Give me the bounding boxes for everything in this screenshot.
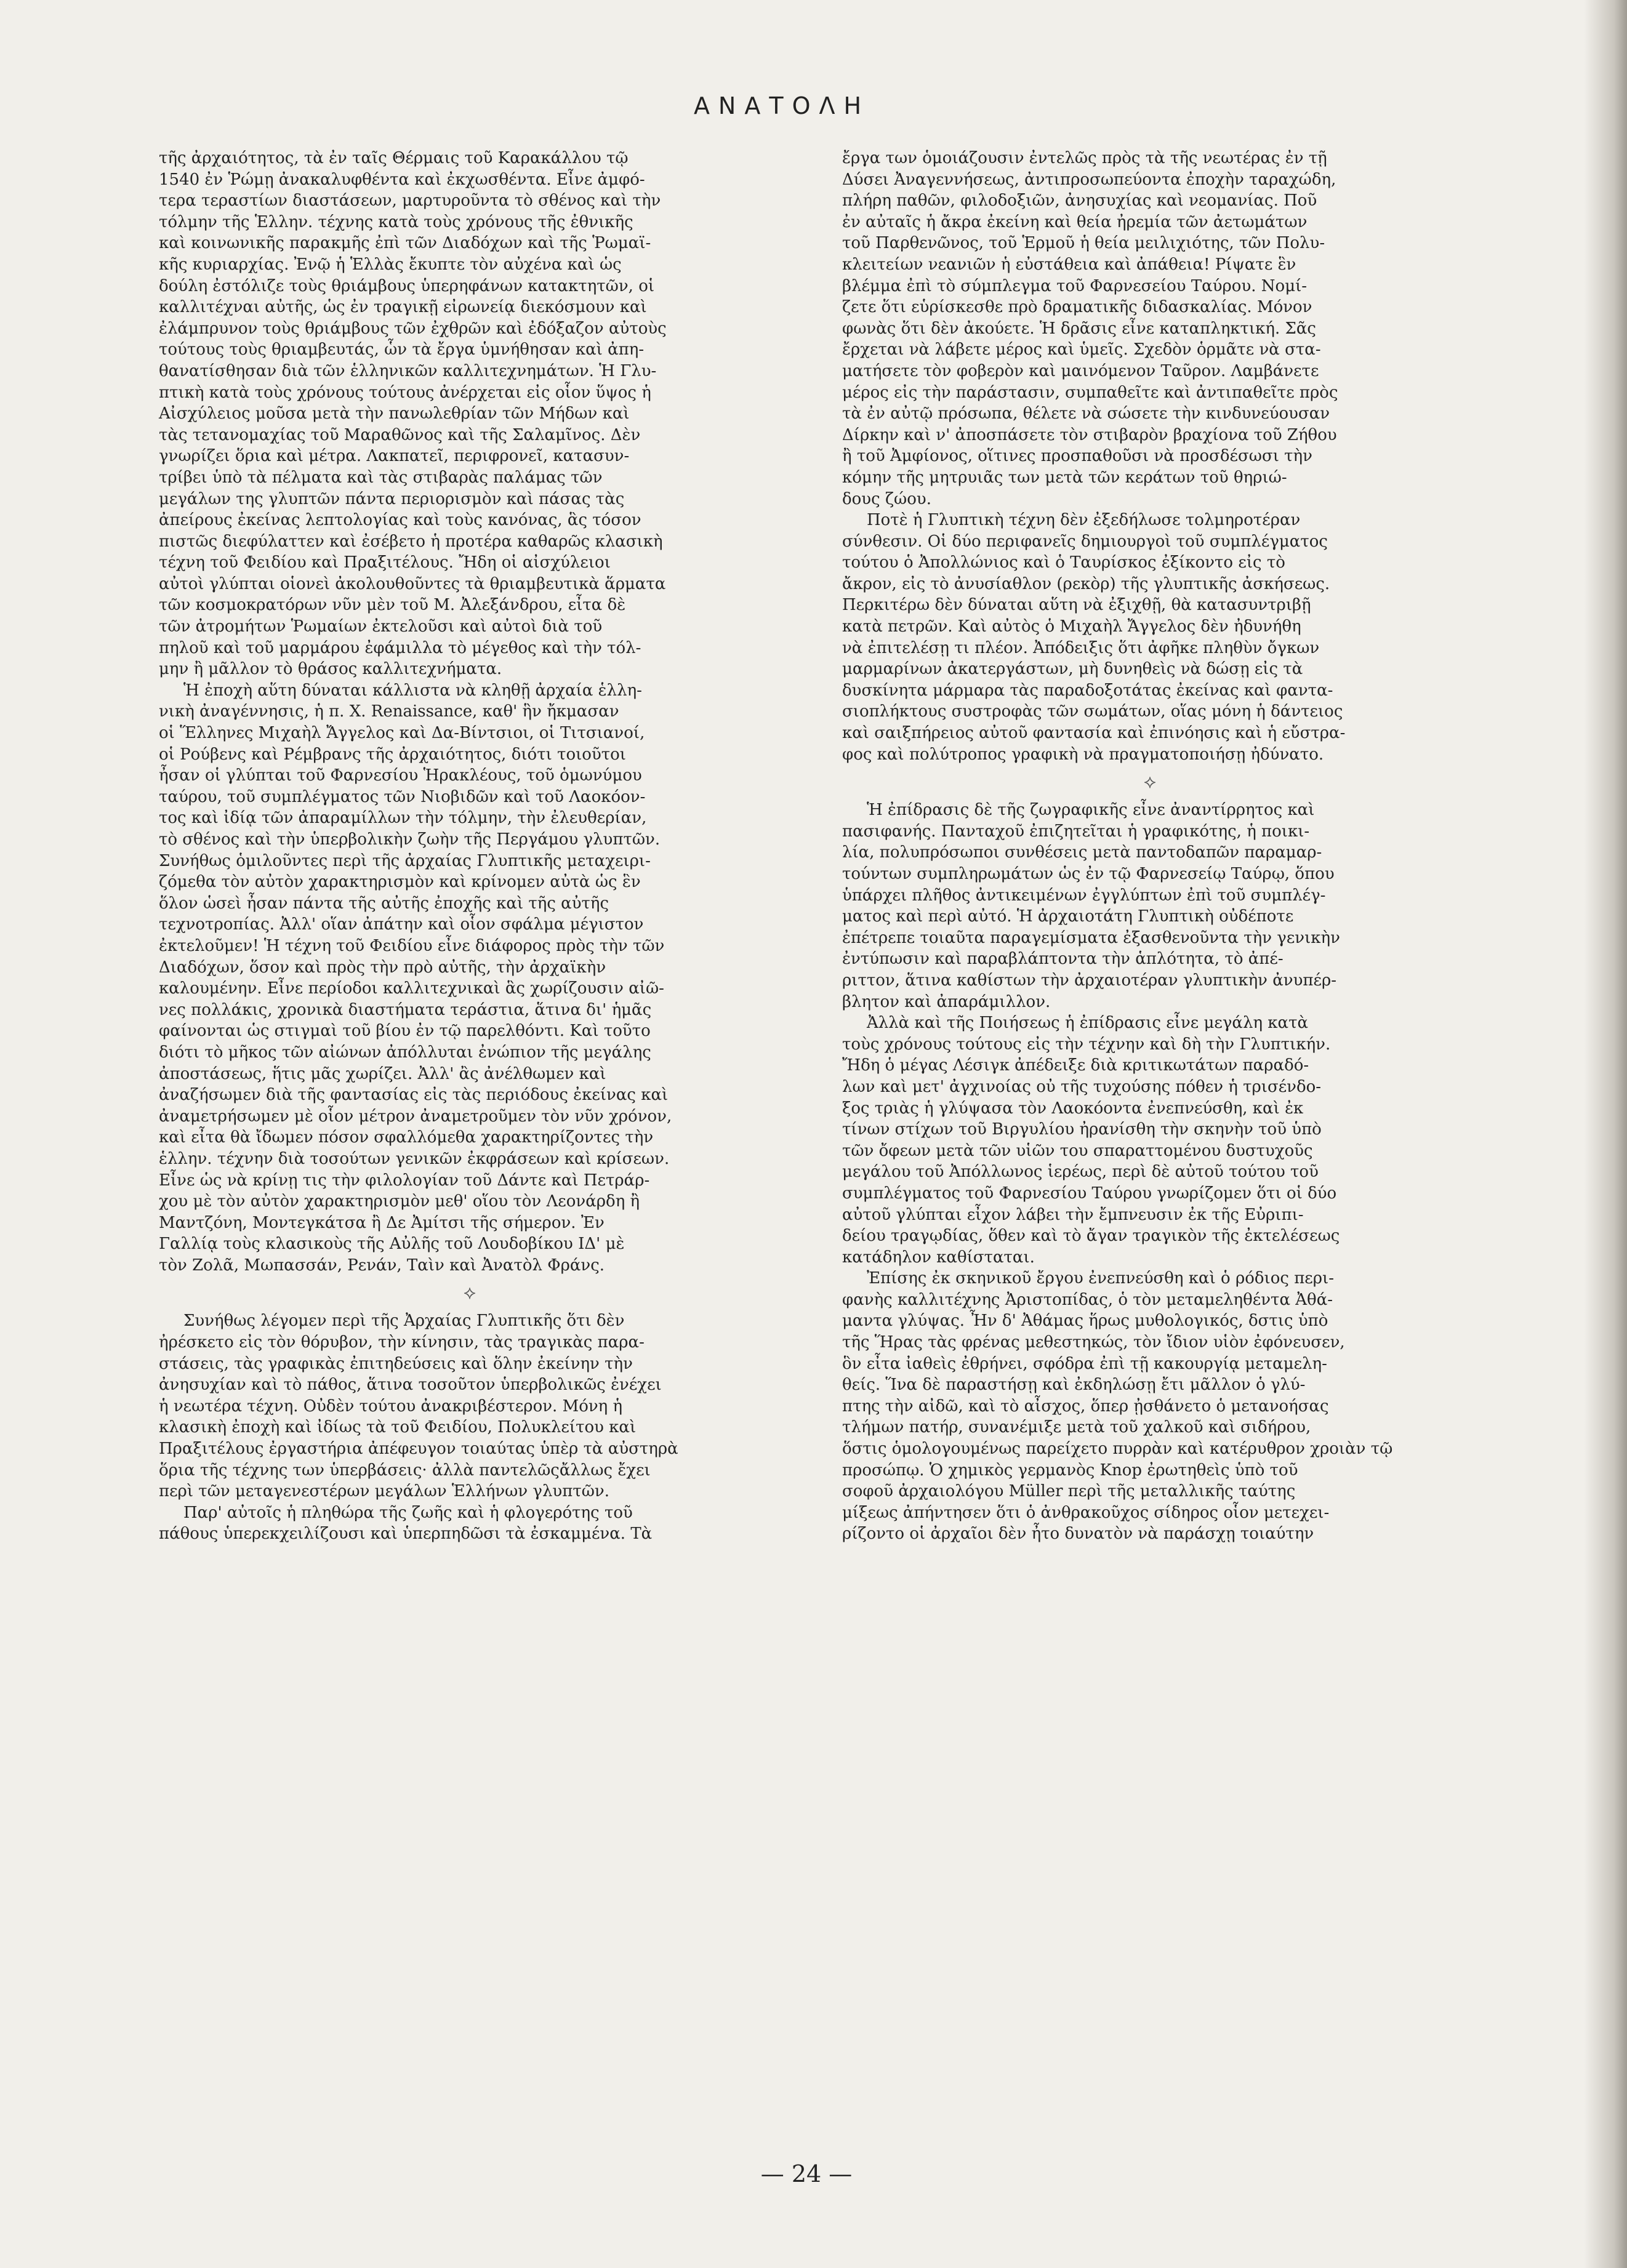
paragraph: ἔργα των ὁμοιάζουσιν ἐντελῶς πρὸς τὰ τῆς νεωτέρας ἐν τῇ Δύσει Ἀναγεννήσεως, ἀντιπροσωπεύοντα ἐποχὴν ταραχώδη, πλήρη παθῶν, φιλοδοξιῶν, ἀνησυχίας καὶ νεομανίας. Ποῦ ἐν αὐταῖς ἡ ἄκρα ἐκείνη καὶ θεία ἠρεμία τῶν ἀετωμάτων τοῦ Παρθενῶνος, τοῦ Ἑρμοῦ ἡ θεία μειλιχιότης, τῶν Πολυ- κλειτείων νεανιῶν ἡ εὐστάθεια καὶ ἀπάθεια! Ρίψατε ἓν βλέμμα ἐπὶ τὸ σύμπλεγμα τοῦ Φαρνεσείου Ταύρου. Νομί- ζετε ὅτι εὑρίσκεσθε πρὸ δραματικῆς διδασκαλίας. Μόνον φωνὰς ὅτι δὲν ἀκούετε. Ἡ δρᾶσις εἶνε καταπληκτική. Σᾶς ἔρχεται νὰ λάβετε μέρος καὶ ὑμεῖς. Σχεδὸν ὁρμᾶτε νὰ στα- ματήσετε τὸν φοβερὸν καὶ μαινόμενον Ταῦρον. Λαμβάνετε μέρος εἰς τὴν παράστασιν, συμπαθεῖτε καὶ ἀντιπαθεῖτε πρὸς τὰ ἐν αὐτῷ πρόσωπα, θέλετε νὰ σώσετε τὴν κινδυνεύουσαν Δίρκην καὶ ν' ἀποσπάσετε τὸν στιβαρὸν βραχίονα τοῦ Ζήθου ἢ τοῦ Ἀμφίονος, οἵτινες προσπαθοῦσι νὰ προσδέσωσι τὴν κόμην τῆς μητρυιᾶς των μετὰ τῶν κεράτων τοῦ θηριώ- δους ζώου.	[842, 149, 1338, 508]
paragraph: Συνήθως λέγομεν περὶ τῆς Ἀρχαίας Γλυπτικῆς ὅτι δὲν ἠρέσκετο εἰς τὸν θόρυβον, τὴν κίνησιν, τὰς τραγικὰς παρα- στάσεις, τὰς γραφικὰς ἐπιτηδεύσεις καὶ ὅλην ἐκείνην τὴν ἀνησυχίαν καὶ τὸ πάθος, ἅτινα τοσοῦτον ὑπερβολικῶς ἐνέχει ἡ νεωτέρα τέχνη. Οὐδὲν τούτου ἀνακριβέστερον. Μόνη ἡ κλασικὴ ἐποχὴ καὶ ἰδίως τὰ τοῦ Φειδίου, Πολυκλείτου καὶ Πραξιτέλους ἐργαστήρια ἀπέφευγον τοιαύτας ὑπὲρ τὰ αὐστηρὰ ὅρια τῆς τέχνης των ὑπερβάσεις· ἀλλὰ παντελῶςἄλλως ἔχει περὶ τῶν μεταγενεστέρων μεγάλων Ἑλλήνων γλυπτῶν.	[159, 1312, 678, 1501]
paragraph: Παρ' αὐτοῖς ἡ πληθώρα τῆς ζωῆς καὶ ἡ φλογερότης τοῦ πάθους ὑπερεκχειλίζουσι καὶ ὑπερπηδῶσι τὰ ἐσκαμμένα. Τὰ	[159, 1503, 653, 1544]
book-spine-shadow	[1584, 0, 1627, 2268]
paragraph: Ἡ ἐποχὴ αὕτη δύναται κάλλιστα νὰ κληθῇ ἀρχαία ἑλλη- νικὴ ἀναγέννησις, ἡ π. Χ. Renaissance, καθ' ἣν ἤκμασαν οἱ Ἕλληνες Μιχαὴλ Ἄγγελος καὶ Δα-Βίντσιοι, οἱ Τιτσιανοί, οἱ Ρούβενς καὶ Ρέμβρανς τῆς ἀρχαιότητος, διότι τοιοῦτοι ἦσαν οἱ γλύπται τοῦ Φαρνεσίου Ἡρακλέους, τοῦ ὁμωνύμου ταύρου, τοῦ συμπλέγματος τῶν Νιοβιδῶν καὶ τοῦ Λαοκόον- τος καὶ ἰδίᾳ τῶν ἀπαραμίλλων τὴν τόλμην, τὴν ἐλευθερίαν, τὸ σθένος καὶ τὴν ὑπερβολικὴν ζωὴν τῆς Περγάμου γλυπτῶν. Συνήθως ὁμιλοῦντες περὶ τῆς ἀρχαίας Γλυπτικῆς μεταχειρι- ζόμεθα τὸν αὐτὸν χαρακτηρισμὸν καὶ κρίνομεν αὐτὰ ὡς ἓν ὅλον ὡσεὶ ἦσαν πάντα τῆς αὐτῆς ἐποχῆς καὶ τῆς αὐτῆς τεχνοτροπίας. Ἀλλ' οἵαν ἀπάτην καὶ οἷον σφάλμα μέγιστον ἐκτελοῦμεν! Ἡ τέχνη τοῦ Φειδίου εἶνε διάφορος πρὸς τὴν τῶν Διαδόχων, ὅσον καὶ πρὸς τὴν πρὸ αὐτῆς, τὴν ἀρχαϊκὴν καλουμένην. Εἶνε περίοδοι καλλιτεχνικαὶ ἃς χωρίζουσιν αἰῶ- νες πολλάκις, χρονικὰ διαστήματα τεράστια, ἅτινα δι' ἡμᾶς φαίνονται ὡς στιγμαὶ τοῦ βίου ἐν τῷ παρελθόντι. Καὶ τοῦτο διότι τὸ μῆκος τῶν αἰώνων ἀπόλλυται ἐνώπιον τῆς μεγάλης ἀποστάσεως, ἥτις μᾶς χωρίζει. Ἀλλ' ἂς ἀνέλθωμεν καὶ ἀναζήσωμεν διὰ τῆς φαντασίας εἰς τὰς περιόδους ἐκείνας καὶ ἀναμετρήσωμεν μὲ οἷον μέτρον ἀναμετροῦμεν τὸν νῦν χρόνον, καὶ εἶτα θὰ ἴδωμεν πόσον σφαλλόμεθα χαρακτηρίζοντες τὴν ἑλλην. τέχνην διὰ τοσούτων γενικῶν ἐκφράσεων καὶ κρίσεων. Εἶνε ὡς νὰ κρίνῃ τις τὴν φιλολογίαν τοῦ Δάντε καὶ Πετράρ- χου μὲ τὸν αὐτὸν χαρακτηρισμὸν μεθ' οἵου τὸν Λεονάρδη ἢ Μαντζόνη, Μοντεγκάτσα ἢ Δε Ἀμίτσι τῆς σήμερον. Ἐν Γαλλίᾳ τοὺς κλασικοὺς τῆς Αὐλῆς τοῦ Λουδοβίκου ΙΔ' μὲ τὸν Ζολᾶ, Μωπασσάν, Ρενάν, Ταὶν καὶ Ἀνατὸλ Φράνς.	[159, 681, 672, 1275]
paragraph: Ἀλλὰ καὶ τῆς Ποιήσεως ἡ ἐπίδρασις εἶνε μεγάλη κατὰ τοὺς χρόνους τούτους εἰς τὴν τέχνην καὶ δὴ τὴν Γλυπτικήν. Ἤδη ὁ μέγας Λέσιγκ ἀπέδειξε διὰ κριτικωτάτων παραδό- λων καὶ μετ' ἀγχινοίας οὐ τῆς τυχούσης πόθεν ἡ τρισένδο- ξος τριὰς ἡ γλύψασα τὸν Λαοκόοντα ἐνεπνεύσθη, καὶ ἐκ τίνων στίχων τοῦ Βιργυλίου ἠρανίσθη τὴν σκηνὴν τοῦ ὑπὸ τῶν ὄφεων μετὰ τῶν υἱῶν του σπαραττομένου δυστυχοῦς μεγάλου τοῦ Ἀπόλλωνος ἱερέως, περὶ δὲ αὐτοῦ τούτου τοῦ συμπλέγματος τοῦ Φαρνεσίου Ταύρου γνωρίζομεν ὅτι οἱ δύο αὐτοῦ γλύπται εἶχον λάβει τὴν ἔμπνευσιν ἐκ τῆς Εὐριπι- δείου τραγῳδίας, ὅθεν καὶ τὸ ἄγαν τραγικὸν τῆς ἐκτελέσεως κατάδηλον καθίσταται.	[842, 1014, 1340, 1267]
left-column	[159, 148, 781, 1545]
running-header: ΑΝΑΤΟΛΗ	[693, 92, 870, 119]
paragraph: Ἡ ἐπίδρασις δὲ τῆς ζωγραφικῆς εἶνε ἀναντίρρητος καὶ πασιφανής. Πανταχοῦ ἐπιζητεῖται ἡ γραφικότης, ἡ ποικι- λία, πολυπρόσωποι συνθέσεις μετὰ παντοδαπῶν παραμαρ- τούντων συμπληρωμάτων ὡς ἐν τῷ Φαρνεσείῳ Ταύρῳ, ὅπου ὑπάρχει πλῆθος ἀντικειμένων ἐγγλύπτων ἐπὶ τοῦ συμπλέγ- ματος καὶ περὶ αὐτό. Ἡ ἀρχαιοτάτη Γλυπτικὴ οὐδέποτε ἐπέτρεπε τοιαῦτα παραγεμίσματα ἐξασθενοῦντα τὴν γενικὴν ἐντύπωσιν καὶ παραβλάπτοντα τὴν ἁπλότητα, τὸ ἀπέ- ριττον, ἅτινα καθίστων τὴν ἀρχαιοτέραν γλυπτικὴν ἀνυπέρ- βλητον καὶ ἀπαράμιλλον.	[842, 801, 1340, 1011]
ornament-divider: ⟡	[1144, 771, 1156, 793]
paragraph: τῆς ἀρχαιότητος, τὰ ἐν ταῖς Θέρμαις τοῦ Καρακάλλου τῷ 1540 ἐν Ῥώμῃ ἀνακαλυφθέντα καὶ ἐκχωσθέντα. Εἶνε ἀμφό- τερα τεραστίων διαστάσεων, μαρτυροῦντα τὸ σθένος καὶ τὴν τόλμην τῆς Ἑλλην. τέχνης κατὰ τοὺς χρόνους τῆς ἐθνικῆς καὶ κοινωνικῆς παρακμῆς ἐπὶ τῶν Διαδόχων καὶ τῆς Ῥωμαϊ- κῆς κυριαρχίας. Ἐνῷ ἡ Ἑλλὰς ἔκυπτε τὸν αὐχένα καὶ ὡς δούλη ἐστόλιζε τοὺς θριάμβους ὑπερηφάνων κατακτητῶν, οἱ καλλιτέχναι αὐτῆς, ὡς ἐν τραγικῇ εἰρωνείᾳ διεκόσμουν καὶ ἐλάμπρυνον τοὺς θριάμβους τῶν ἐχθρῶν καὶ ἐδόξαζον αὐτοὺς τούτους τοὺς θριαμβευτάς, ὧν τὰ ἔργα ὑμνήθησαν καὶ ἀπη- θανατίσθησαν διὰ τῶν ἑλληνικῶν καλλιτεχνημάτων. Ἡ Γλυ- πτικὴ κατὰ τοὺς χρόνους τούτους ἀνέρχεται εἰς οἷον ὕψος ἡ Αἰσχύλειος μοῦσα μετὰ τὴν πανωλεθρίαν τῶν Μήδων καὶ τὰς τετανομαχίας τοῦ Μαραθῶνος καὶ τῆς Σαλαμῖνος. Δὲν γνωρίζει ὅρια καὶ μέτρα. Λακπατεῖ, περιφρονεῖ, κατασυν- τρίβει ὑπὸ τὰ πέλματα καὶ τὰς στιβαρὰς παλάμας τῶν μεγάλων της γλυπτῶν πάντα περιορισμὸν καὶ πάσας τὰς ἀπείρους ἐκείνας λεπτολογίας καὶ τοὺς κανόνας, ἃς τόσον πιστῶς διεφύλαττεν καὶ ἐσέβετο ἡ προτέρα καθαρῶς κλασικὴ τέχνη τοῦ Φειδίου καὶ Πραξιτέλους. Ἤδη οἱ αἰσχύλειοι αὐτοὶ γλύπται οἱονεὶ ἀκολουθοῦντες τὰ θριαμβευτικὰ ἅρματα τῶν κοσμοκρατόρων νῦν μὲν τοῦ Μ. Ἀλεξάνδρου, εἶτα δὲ τῶν ἀτρομήτων Ῥωμαίων ἐκτελοῦσι καὶ αὐτοὶ διὰ τοῦ πηλοῦ καὶ τοῦ μαρμάρου ἐφάμιλλα τὸ μέγεθος καὶ τὴν τόλ- μην ἢ μᾶλλον τὸ θράσος καλλιτεχνήματα.	[159, 149, 667, 679]
ornament-divider: ⟡	[464, 1282, 476, 1304]
paragraph: Ἐπίσης ἐκ σκηνικοῦ ἔργου ἐνεπνεύσθη καὶ ὁ ρόδιος περι- φανὴς καλλιτέχνης Ἀριστοπίδας, ὁ τὸν μεταμεληθέντα Ἀθά- μαντα γλύψας. Ἦν δ' Ἀθάμας ἥρως μυθολογικός, δστις ὑπὸ τῆς Ἥρας τὰς φρένας μεθεστηκώς, τὸν ἴδιον υἱὸν ἐφόνευσεν, ὃν εἶτα ἰαθεὶς ἐθρήνει, σφόδρα ἐπὶ τῇ κακουργίᾳ μεταμελη- θείς. Ἵνα δὲ παραστήσῃ καὶ ἐκδηλώσῃ ἔτι μᾶλλον ὁ γλύ- πτης τὴν αἰδῶ, καὶ τὸ αἶσχος, ὅπερ ᾐσθάνετο ὁ μετανοήσας τλήμων πατήρ, συνανέμιξε μετὰ τοῦ χαλκοῦ καὶ σιδήρου, ὅστις ὁμολογουμένως παρείχετο πυρρὰν καὶ κατέρυθρον χροιὰν τῷ προσώπῳ. Ὁ χημικὸς γερμανὸς Knop ἐρωτηθεὶς ὑπὸ τοῦ σοφοῦ ἀρχαιολόγου Müller περὶ τῆς μεταλλικῆς ταύτης μίξεως ἀπήντησεν ὅτι ὁ ἀνθρακοῦχος σίδηρος οἷον μετεχει- ρίζοντο οἱ ἀρχαῖοι δὲν ἦτο δυνατὸν νὰ παράσχῃ τοιαύτην	[842, 1269, 1393, 1544]
paragraph: Ποτὲ ἡ Γλυπτικὴ τέχνη δὲν ἐξεδήλωσε τολμηροτέραν σύνθεσιν. Οἱ δύο περιφανεῖς δημιουργοὶ τοῦ συμπλέγματος τούτου ὁ Ἀπολλώνιος καὶ ὁ Ταυρίσκος ἐξίκοντο εἰς τὸ ἄκρον, εἰς τὸ ἀνυσίαθλον (ρεκὸρ) τῆς γλυπτικῆς ἀσκήσεως. Περκιτέρω δὲν δύναται αὕτη νὰ ἐξιχθῇ, θὰ κατασυντριβῇ κατὰ πετρῶν. Καὶ αὐτὸς ὁ Μιχαὴλ Ἄγγελος δὲν ἠδυνήθη νὰ ἐπιτελέσῃ τι πλέον. Ἀπόδειξις ὅτι ἀφῆκε πληθὺν ὄγκων μαρμαρίνων ἀκατεργάστων, μὴ δυνηθεὶς νὰ δώσῃ εἰς τὰ δυσκίνητα μάρμαρα τὰς παραδοξοτάτας ἐκείνας καὶ φαντα- σιοπλήκτους συστροφὰς τῶν σωμάτων, οἵας μόνη ἡ δάντειος καὶ σαιξπήρειος αὐτοῦ φαντασία καὶ ἐπινόησις καὶ ἡ εὔστρα- φος καὶ πολύτροπος γραφικὴ νὰ πραγματοποιήσῃ ἠδύνατο.	[842, 511, 1346, 764]
right-column	[842, 148, 1458, 1545]
page-number: — 24 —	[760, 2160, 853, 2187]
